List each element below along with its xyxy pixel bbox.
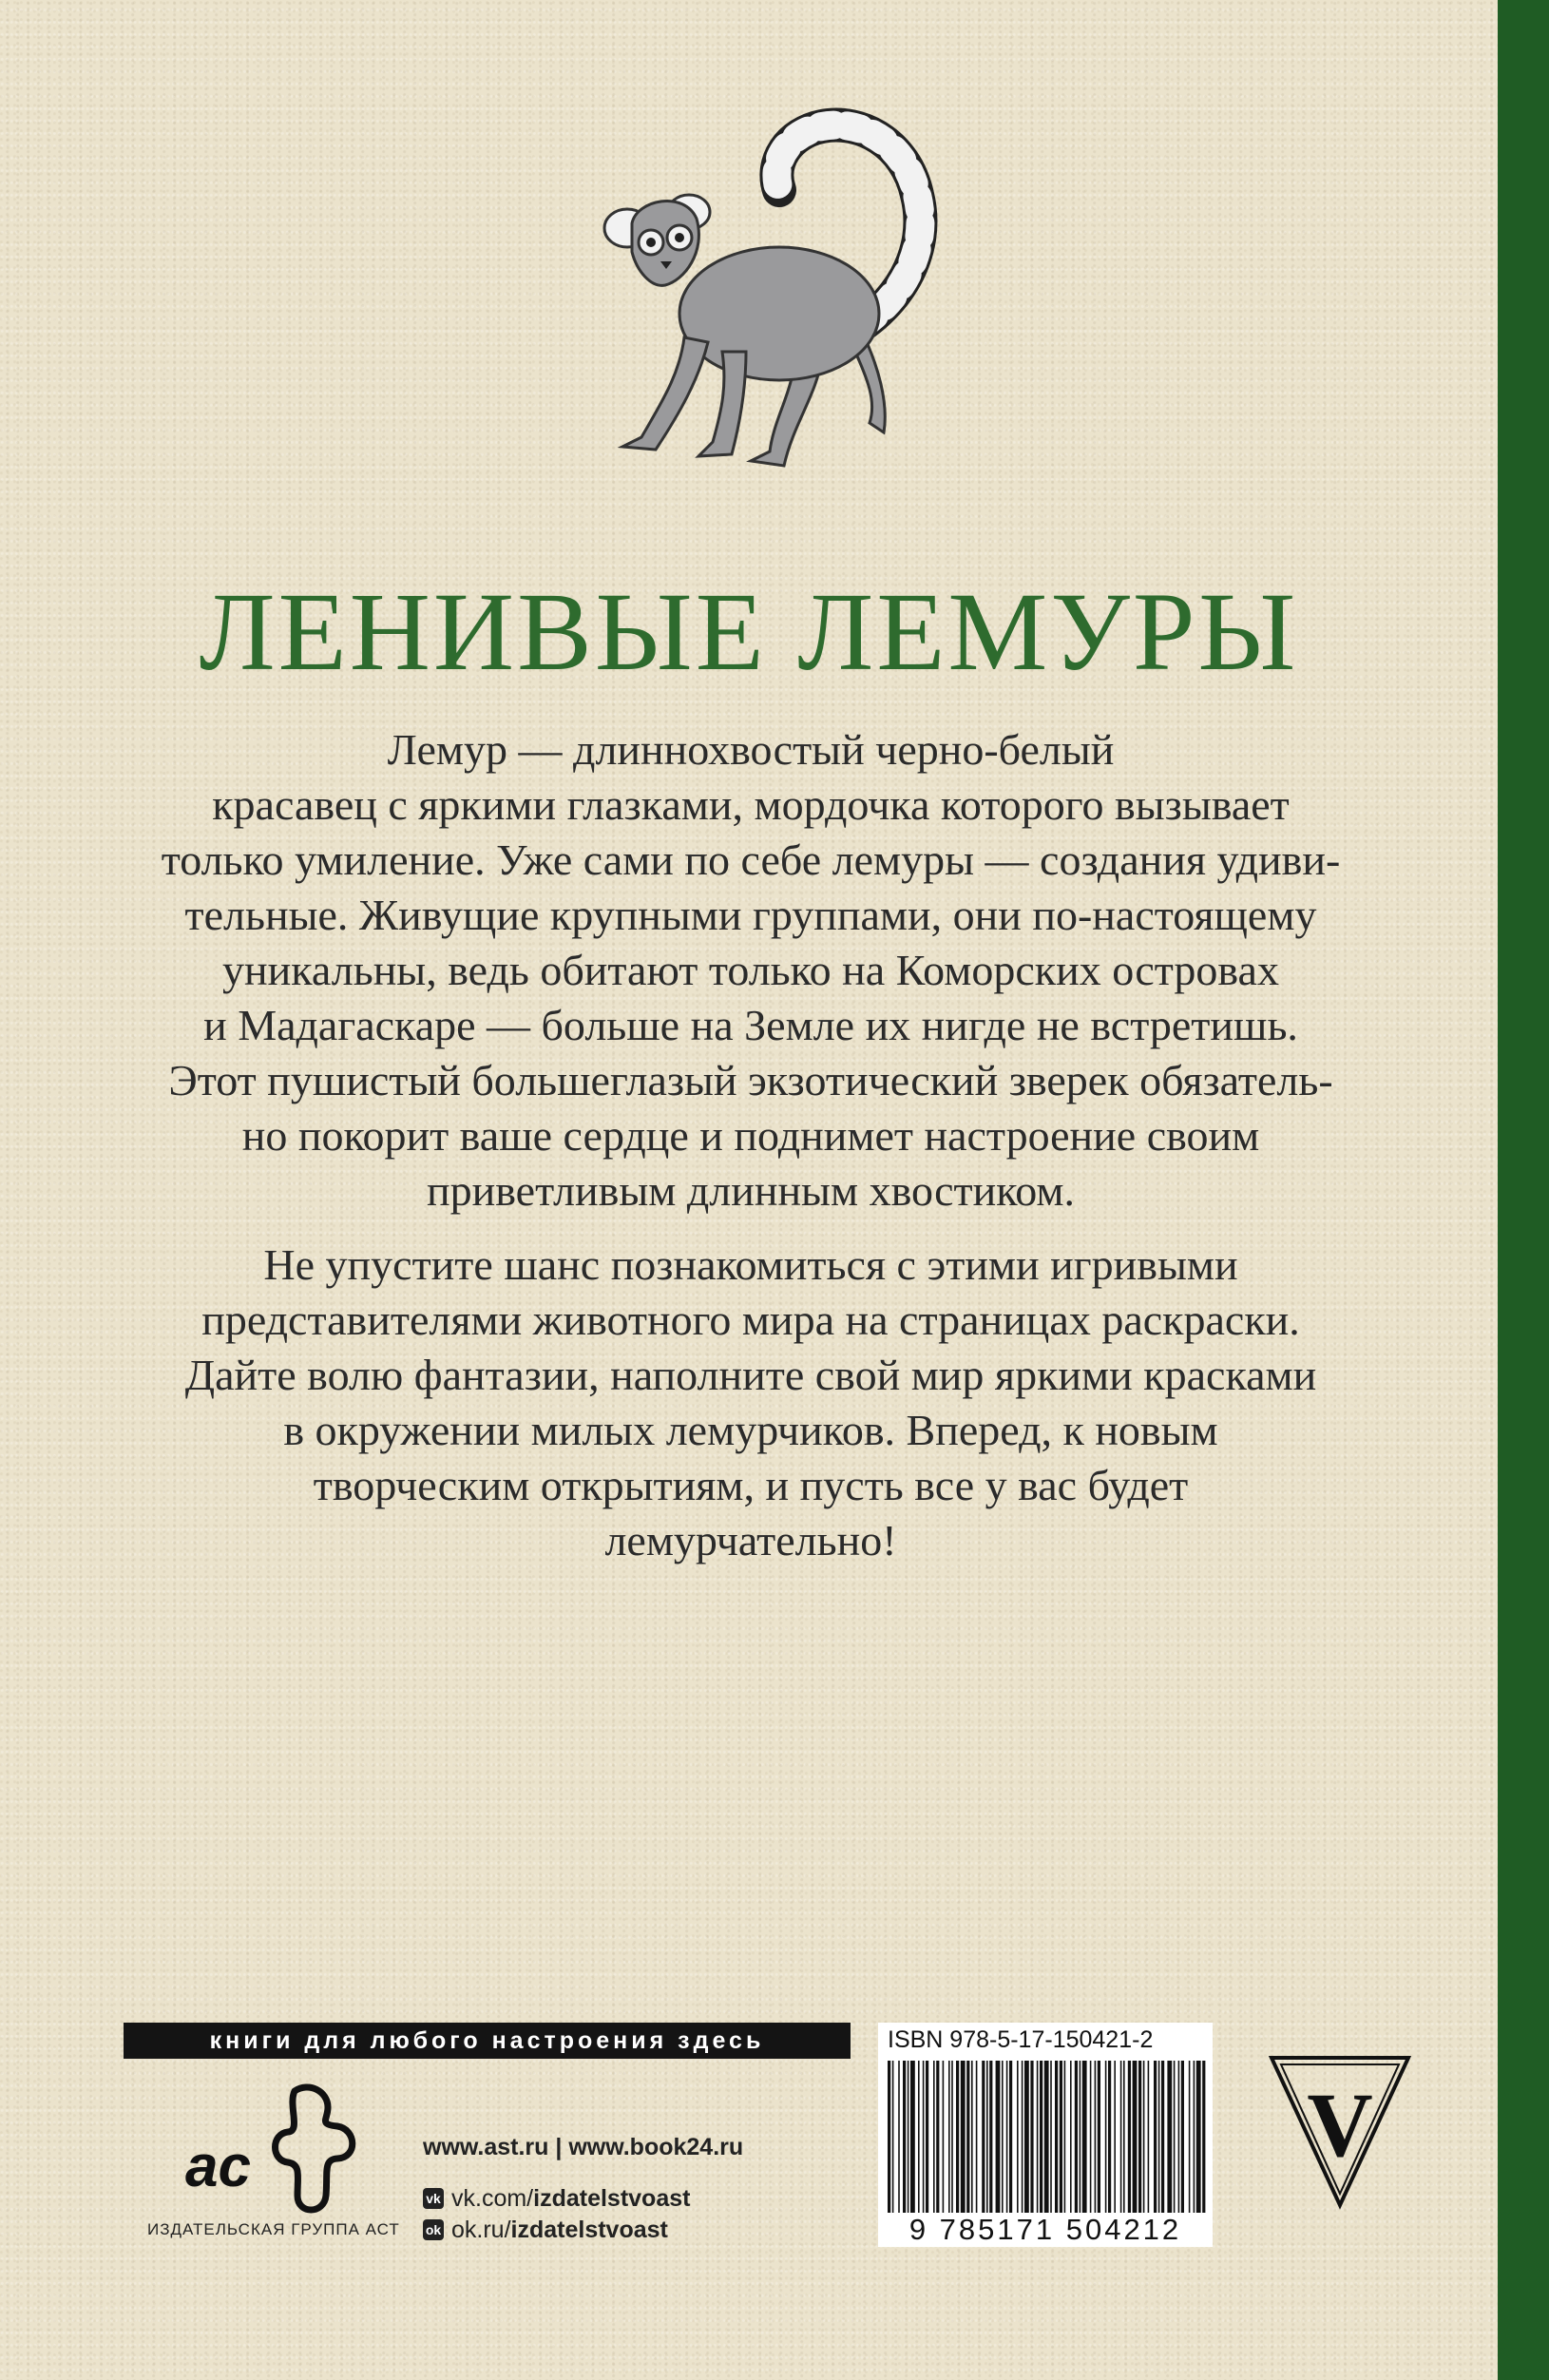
barcode-bar bbox=[1030, 2061, 1033, 2213]
text-line: только умиление. Уже сами по себе лемуры — создания удиви- bbox=[161, 835, 1341, 884]
barcode-bar bbox=[1055, 2061, 1058, 2213]
barcode-bar bbox=[1002, 2061, 1004, 2213]
barcode-bar bbox=[1108, 2061, 1111, 2213]
barcode-bar bbox=[1040, 2061, 1042, 2213]
vk-link[interactable] bbox=[423, 2183, 690, 2214]
barcode-bar bbox=[1174, 2061, 1176, 2213]
website-links[interactable]: www.ast.ru | www.book24.ru bbox=[423, 2134, 744, 2160]
barcode-bar bbox=[1161, 2061, 1164, 2213]
barcode-bar bbox=[1037, 2061, 1039, 2213]
ok-link[interactable] bbox=[423, 2215, 668, 2245]
barcode-bar bbox=[1044, 2061, 1049, 2213]
barcode-bar bbox=[1181, 2061, 1184, 2213]
barcode-bar bbox=[1075, 2061, 1078, 2213]
barcode-bar bbox=[1154, 2061, 1157, 2213]
barcode-bar bbox=[1123, 2061, 1125, 2213]
vk-prefix: vk.com/ bbox=[451, 2184, 534, 2212]
barcode-bar bbox=[982, 2061, 985, 2213]
barcode-bar bbox=[961, 2061, 966, 2213]
barcode-bar bbox=[1148, 2061, 1150, 2213]
barcode-bar bbox=[966, 2061, 969, 2213]
text-line: представителями животного мира на страницах раскраски. bbox=[201, 1296, 1300, 1344]
barcode-bar bbox=[1114, 2061, 1116, 2213]
barcode-bar bbox=[976, 2061, 978, 2213]
text-line: уникальны, ведь обитают только на Коморских островах bbox=[222, 946, 1279, 994]
barcode-bar bbox=[986, 2061, 988, 2213]
barcode-bar bbox=[1202, 2061, 1205, 2213]
barcode-bar bbox=[1009, 2061, 1012, 2213]
series-mark: V bbox=[1307, 2074, 1373, 2176]
text-line: тельные. Живущие крупными группами, они по-настоящему bbox=[184, 891, 1317, 939]
barcode-bar bbox=[996, 2061, 1001, 2213]
text-line: Дайте волю фантазии, наполните свой мир яркими красками bbox=[184, 1351, 1317, 1399]
text-line: Этот пушистый большеглазый экзотический зверек обязатель- bbox=[168, 1056, 1333, 1104]
text-line: но покорит ваше сердце и поднимет настроение своим bbox=[241, 1111, 1260, 1160]
ok-handle: izdatelstvoast bbox=[510, 2216, 668, 2243]
barcode-bar bbox=[1080, 2061, 1081, 2213]
barcode bbox=[884, 2061, 1207, 2213]
barcode-bar bbox=[989, 2061, 992, 2213]
barcode-bar bbox=[1098, 2061, 1100, 2213]
barcode-bar bbox=[1017, 2061, 1019, 2213]
barcode-bar bbox=[1167, 2061, 1172, 2213]
text-line: Лемур — длиннохвостый черно-белый bbox=[387, 725, 1115, 774]
text-line: и Мадагаскаре — больше на Земле их нигде не встретишь. bbox=[203, 1001, 1298, 1049]
barcode-bar bbox=[1022, 2061, 1023, 2213]
barcode-bar bbox=[933, 2061, 935, 2213]
barcode-bar bbox=[1024, 2061, 1029, 2213]
barcode-bar bbox=[936, 2061, 939, 2213]
isbn-number: ISBN 978-5-17-150421-2 bbox=[888, 2026, 1154, 2053]
vk-handle: izdatelstvoast bbox=[533, 2184, 691, 2212]
barcode-bar bbox=[910, 2061, 915, 2213]
barcode-bar bbox=[1120, 2061, 1122, 2213]
text-line: лемурчательно! bbox=[604, 1516, 897, 1564]
ok-icon: ok bbox=[423, 2219, 444, 2240]
publisher-name: ИЗДАТЕЛЬСКАЯ ГРУППА АСТ bbox=[147, 2220, 400, 2238]
text-line: в окружении милых лемурчиков. Вперед, к новым bbox=[283, 1406, 1218, 1454]
barcode-bar bbox=[1064, 2061, 1066, 2213]
barcode-bar bbox=[943, 2061, 945, 2213]
age-triangle-icon bbox=[1264, 2044, 1416, 2215]
barcode-bar bbox=[1138, 2061, 1141, 2213]
barcode-bar bbox=[1090, 2061, 1092, 2213]
barcode-bar bbox=[1095, 2061, 1097, 2213]
barcode-bar bbox=[948, 2061, 950, 2213]
text-line: приветливым длинным хвостиком. bbox=[426, 1166, 1076, 1215]
barcode-bar bbox=[1178, 2061, 1180, 2213]
text-line: красавец с яркими глазками, мордочка которого вызывает bbox=[212, 780, 1290, 829]
ean-digits: 9 785171 504212 bbox=[908, 2213, 1182, 2246]
barcode-bar bbox=[923, 2061, 925, 2213]
barcode-bar bbox=[1070, 2061, 1072, 2213]
isbn-block bbox=[878, 2023, 1213, 2247]
description-paragraph-1 bbox=[90, 722, 1411, 1219]
lemur-illustration bbox=[556, 81, 955, 518]
barcode-bar bbox=[918, 2061, 920, 2213]
barcode-bar bbox=[956, 2061, 959, 2213]
barcode-bar bbox=[1143, 2061, 1145, 2213]
barcode-bar bbox=[926, 2061, 928, 2213]
barcode-bar bbox=[1189, 2061, 1191, 2213]
barcode-bar bbox=[898, 2061, 900, 2213]
book-title: ЛЕНИВЫЕ ЛЕМУРЫ bbox=[199, 569, 1299, 694]
barcode-bar bbox=[1196, 2061, 1201, 2213]
barcode-bar bbox=[1006, 2061, 1008, 2213]
barcode-bar bbox=[1105, 2061, 1107, 2213]
barcode-bar bbox=[1158, 2061, 1160, 2213]
barcode-bar bbox=[1060, 2061, 1062, 2213]
barcode-bar bbox=[1133, 2061, 1138, 2213]
text-line: творческим открытиям, и пусть все у вас будет bbox=[313, 1461, 1189, 1509]
description-paragraph-2 bbox=[90, 1238, 1411, 1568]
barcode-bar bbox=[908, 2061, 909, 2213]
barcode-bar bbox=[1194, 2061, 1195, 2213]
slogan-banner: книги для любого настроения здесь bbox=[124, 2023, 851, 2059]
ok-prefix: ok.ru/ bbox=[451, 2216, 511, 2243]
vk-icon: vk bbox=[423, 2188, 444, 2209]
spine-stripe bbox=[1498, 0, 1549, 2380]
barcode-bar bbox=[888, 2061, 890, 2213]
barcode-bar bbox=[903, 2061, 906, 2213]
barcode-bar bbox=[1082, 2061, 1087, 2213]
barcode-bar bbox=[971, 2061, 973, 2213]
svg-text:ас: ас bbox=[185, 2134, 251, 2199]
barcode-bar bbox=[951, 2061, 953, 2213]
barcode-bar bbox=[892, 2061, 894, 2213]
ast-logo bbox=[176, 2077, 366, 2219]
text-line: Не упустите шанс познакомиться с этими игривыми bbox=[263, 1240, 1238, 1289]
barcode-bar bbox=[1050, 2061, 1052, 2213]
barcode-bar bbox=[1128, 2061, 1131, 2213]
